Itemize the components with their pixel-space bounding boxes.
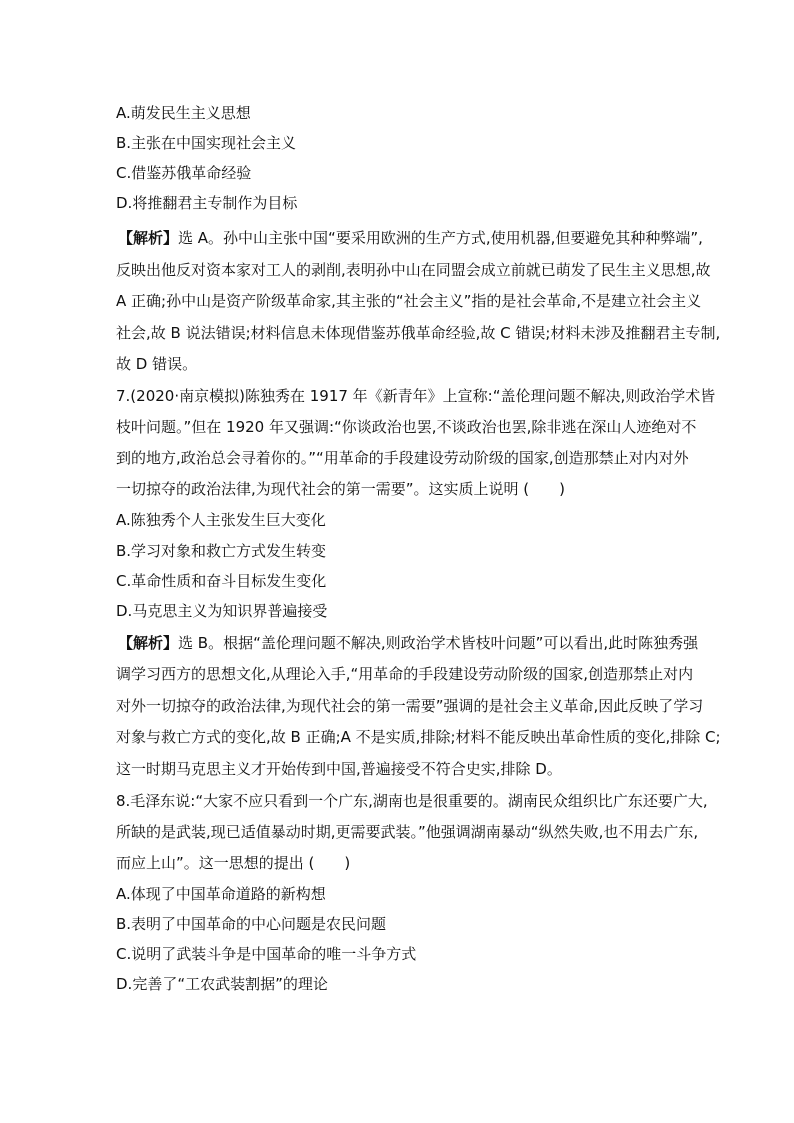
q8-option-a: A.体现了中国革命道路的新构想 [116,885,326,903]
q6-analysis-line-1 [118,229,703,247]
q7-option-c: C.革命性质和奋斗目标发生变化 [116,572,327,590]
q7-analysis-line-1 [118,634,699,652]
q7-analysis-label: 【解析】 [118,634,179,652]
q7-stem-line-1: 7.(2020·南京模拟)陈独秀在 1917 年《新青年》上宣称:“盖伦理问题不解决,则政治学术皆 [116,387,716,405]
q6-option-b: B.主张在中国实现社会主义 [116,134,297,152]
q6-option-a: A.萌发民生主义思想 [116,104,251,122]
q6-analysis-line-4: 社会,故 B 说法错误;材料信息未体现借鉴苏俄革命经验,故 C 错误;材料未涉及推翻君主专制, [116,324,721,342]
q7-analysis-line-3: 对外一切掠夺的政治法律,为现代社会的第一需要”强调的是社会主义革命,因此反映了学习 [116,697,704,715]
q7-analysis-line-2: 调学习西方的思想文化,从理论入手,“用革命的手段建设劳动阶级的国家,创造那禁止对内 [116,665,694,683]
q6-analysis-label: 【解析】 [118,229,179,247]
q7-analysis-line-4: 对象与救亡方式的变化,故 B 正确;A 不是实质,排除;材料不能反映出革命性质的变化,排除 C; [116,728,721,746]
q7-analysis-text-1: 选 B。根据“盖伦理问题不解决,则政治学术皆枝叶问题”可以看出,此时陈独秀强 [178,634,699,652]
q6-analysis-line-2: 反映出他反对资本家对工人的剥削,表明孙中山在同盟会成立前就已萌发了民生主义思想,故 [116,261,711,279]
q6-analysis-line-3: A 正确;孙中山是资产阶级革命家,其主张的“社会主义”指的是社会革命,不是建立社会主义 [116,292,702,310]
q8-option-c: C.说明了武装斗争是中国革命的唯一斗争方式 [116,945,417,963]
q8-stem-line-3: 而应上山”。这一思想的提出 ( ) [116,854,351,872]
q7-option-d: D.马克思主义为知识界普遍接受 [116,602,328,620]
q6-option-c: C.借鉴苏俄革命经验 [116,164,252,182]
q8-stem-line-1: 8.毛泽东说:“大家不应只看到一个广东,湖南也是很重要的。湖南民众组织比广东还要广大, [116,792,708,810]
q6-analysis-line-5: 故 D 错误。 [116,355,198,373]
q6-analysis-text-1: 选 A。孙中山主张中国“要采用欧洲的生产方式,使用机器,但要避免其种种弊端”, [178,229,703,247]
q7-stem-line-3: 到的地方,政治总会寻着你的。”“用革命的手段建设劳动阶级的国家,创造那禁止对内对外 [116,449,689,467]
q6-option-d: D.将推翻君主专制作为目标 [116,194,298,212]
q8-option-b: B.表明了中国革命的中心问题是农民问题 [116,915,387,933]
q8-option-d: D.完善了“工农武装割据”的理论 [116,975,328,993]
q7-stem-line-4: 一切掠夺的政治法律,为现代社会的第一需要”。这实质上说明 ( ) [116,480,566,498]
q7-option-b: B.学习对象和救亡方式发生转变 [116,542,327,560]
q8-stem-line-2: 所缺的是武装,现已适值暴动时期,更需要武装。”他强调湖南暴动“纵然失败,也不用去广东, [116,823,699,841]
q7-analysis-line-5: 这一时期马克思主义才开始传到中国,普遍接受不符合史实,排除 D。 [116,760,562,778]
q7-option-a: A.陈独秀个人主张发生巨大变化 [116,511,326,529]
q7-stem-line-2: 枝叶问题。”但在 1920 年又强调:“你谈政治也罢,不谈政治也罢,除非逃在深山人迹绝对不 [116,418,697,436]
